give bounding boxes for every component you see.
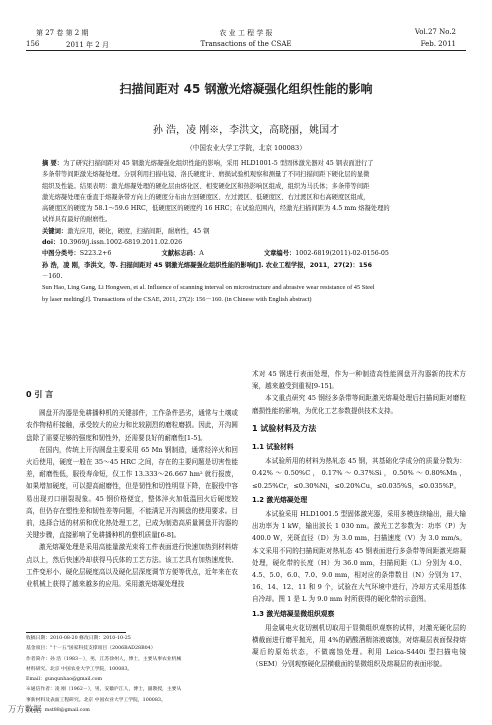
footnotes [26,634,236,716]
class-label: 中图分类号： [42,250,80,258]
paragraph: 本试验所用的材料为热轧态 45 钢，其基础化学成分的质量分数为：0.42%～0.50%C，0.17%～0.37%Si，0.50%～0.80%Mn，≤0.25%Cr，≤0.30%Ni，≤0.20%Cu，≤0.035%S，≤0.035%P。 [252,457,466,490]
abstract [42,158,450,305]
footnote-corresponding-cont: 事新材料及表面工程研究。北京 中国农业大学工学院，100083。 [26,697,166,703]
footnote-email: Email：gunqunhao@gmail.com [26,677,103,683]
subsection-heading-1-1: 1.1 试验材料 [252,443,294,452]
abstract-line: 多条带等间距激光熔凝处理。分别利用扫描电镜、洛氏硬度计、磨损试验机观察和测量了不同扫描间距下硬化层的显微 [42,171,370,179]
section-heading-1: 1 试验材料及方法 [252,423,317,433]
footnote-author-cont: 材料研究。北京 中国农业大学工学院，100083。 [26,666,133,672]
doi-label: doi： [42,239,60,247]
abstract-line [42,158,450,169]
keywords-text: 激光应用，硬化，硬度，扫描间距，耐磨性，45 钢 [67,227,210,235]
author-list: 孙 浩，凌 刚※，李洪文，高晓丽，姚国才 [152,125,340,136]
article-label: 文章编号： [263,250,296,258]
watermark: 万方数据 [8,704,42,714]
classification-row [42,248,450,259]
paragraph: 用金属电火花切割机切取用于显微组织观察的试样，对激光硬化层的横截面进行磨平抛光，用 4%的硝酸酒精溶液腐蚀，对熔凝层表面保持熔凝后的原始状态，不做腐蚀处理。利用 Leica-S440i 型扫描电镜（SEM）分别观察硬化层横截面的显微组织及熔凝层的表面形貌。 [252,623,466,669]
class-value: S223.2+6 [79,250,112,258]
citation-cn-cont: －160. [42,272,63,280]
paragraph: 激光熔凝处理是采用高能量激光束将工件表面进行快速加热到材料熔点以上，然后快速冷却获得马氏体的工艺方法。该工艺具有加热速度快、工件变形小、硬化层硬度高以及硬化层深度调节方便等优点，近年来在农业机械上获得了越来越多的应用。采用激光熔凝处理技 [26,543,238,589]
doi-value: 10.3969/j.issn.1002-6819.2011.02.026 [59,239,183,247]
section-heading-intro: 0 引 言 [26,390,54,399]
keywords-label: 关键词： [42,227,68,235]
abstract-line: 激光熔凝处理在垂直于熔凝条带方向上的硬度分布由左回硬度区、左过渡区、低硬度区、右过渡区和右高硬度区组成， [42,193,370,201]
subsection-heading-1-2: 1.2 激光熔凝处理 [252,495,308,504]
date-en: Feb. 2011 [420,40,456,48]
paragraph: 本文重点研究 45 钢经多条带等间距激光熔凝处理后扫描间距对磨粒磨损性能的影响，为优化工艺参数提供技术支持。 [252,394,466,415]
citation-cn [42,260,450,271]
abstract-line: 组织及性能。结果表明：激光熔凝处理的硬化层由熔化区、相变硬化区和热影响区组成，组织为马氏体；多条带等间距 [42,182,370,190]
citation-cn-line: 孙 浩，凌 刚，李洪文，等. 扫描间距对 45 钢激光熔凝强化组织性能的影响[J]. 农业工程学报，2011，27(2)：156 [42,261,372,269]
paragraph: 圆盘开沟器是免耕播种机的关键部件，工作条件恶劣，通常与土壤或农作物秸秆接触，承受较大的应力和比较剧烈的磨粒磨损。因此，开沟圆盘除了需要足够的强度和韧性外，还需要良好的耐磨性[1-5]。 [26,409,238,442]
citation-en: Sun Hao, Ling Gang, Li Hongwen, et al. Influence of scanning interval on microstructure and abrasive wear resistance of 45 Steel [42,284,375,292]
citation-en-cont: by laser melting[J]. Transactions of the CSAE, 2011, 27(2): 156－160. (in Chinese with English abstract) [42,295,312,303]
footnote-author: 作者简介：孙 浩（1983－），男，江苏徐州人，博士，主要从事农业机械 [26,656,182,662]
footnote-rule [26,632,126,633]
abstract-line: 试样具有最好的耐磨性。 [42,216,112,224]
paper-title: 扫描间距对 45 钢激光熔凝强化组织性能的影响 [119,82,373,96]
subsection-heading-1-3: 1.3 激光熔凝显微组织观察 [252,609,335,618]
paragraph: 术对 45 钢进行表面处理，作为一种制造高性能圆盘开沟器新的技术方案，越来越受到重视[9-15]。 [252,370,466,391]
abstract-text: 为了研究扫描间距对 45 钢激光熔凝强化组织性能的影响，采用 HLD1001-5 型固体激光器对 45 钢表面进行了 [63,160,374,167]
footnote-received: 收稿日期：2010-08-20 修改日期：2010-10-25 [26,636,131,641]
journal-name-cn: 农 业 工 程 学 报 [219,29,273,37]
doc-label: 文献标志码： [161,250,200,258]
header-rule [26,50,466,51]
page-number: 156 [26,40,40,48]
paragraph: 本试验采用 HLD1001.5 型固体激光器，采用多模连续输出，最大输出功率为 1 kW，输出波长 1 030 nm。激光工艺参数为：功率（P）为 400.0 W，光斑直径（D）为 3.0 mm，扫描速度（V）为 3.0 mm/s。本文采用不同的扫描间距对热轧态 45 钢表面进行多条带等间距激光熔凝处理，硬化带的长度（H）为 36.0 mm，扫描间距（L）分别为 4.0、4.5、5.0、6.0、7.0、9.0 mm，相对应的条带数目（N）分别为 17、16、14、12、11 和 9 个，试验在大气环境中进行，冷却方式采用基体自冷却。图 1 是 L 为 9.0 mm 时所获得的硬化带的示意图。 [252,510,466,604]
volume-cn: 第 27 卷 第 2 期 [36,29,89,37]
paragraph: 在国内，传统上开沟圆盘主要采用 65 Mn 钢制造，通常经淬火和回火后使用，硬度一般在 35～45 HRC 之间，存在的主要问题是切害性能差，耐磨性低，服役寿命短，仅工作 13.333～26.667 hm² 就行报废，如果增加硬度，可以提高耐磨性，但是韧性和切性明显下降，在服役中容易出现刃口崩裂现象。45 钢价格便宜，整体淬火加低温回火后硬度较高，但仍存在塑性差和韧性差等问题，不能满足开沟圆盘的使用要求。目前，选择合适的材质和优化热处理工艺，已成为制造高质量圆盘开沟器的关键步骤，直接影响了免耕播种机的整机质量[6-8]。 [26,445,238,540]
keywords [42,226,450,237]
footnote-corresponding: ※通信作者：凌 刚（1962－），男，安徽庐江人，博士，副教授，主要从 [26,687,182,693]
journal-name-en: Transactions of the CSAE [200,40,292,48]
right-column [252,368,466,671]
doc-value: A [199,250,204,258]
left-column [26,383,238,590]
date-cn: 2011 年 2 月 [66,41,109,49]
volume-en: Vol.27 No.2 [414,28,456,36]
abstract-label: 摘 要： [42,160,64,167]
abstract-line: 高硬度区的硬度为 58.1～59.6 HRC，低硬度区的硬度约 16 HRC；在试验范围内，经激光扫描间距为 4.5 mm 熔凝处理的 [42,205,390,213]
footnote-fund: 基金项目："十一五"国家科技支撑项目（2006BAD28B04） [26,646,156,652]
footnote-email: Email：mst88@gmail.com [26,708,90,714]
affiliation: （中国农业大学工学院，北京 100083） [186,144,306,152]
article-value: 1002-6819(2011)-02-0156-05 [295,250,389,258]
doi [42,237,450,248]
